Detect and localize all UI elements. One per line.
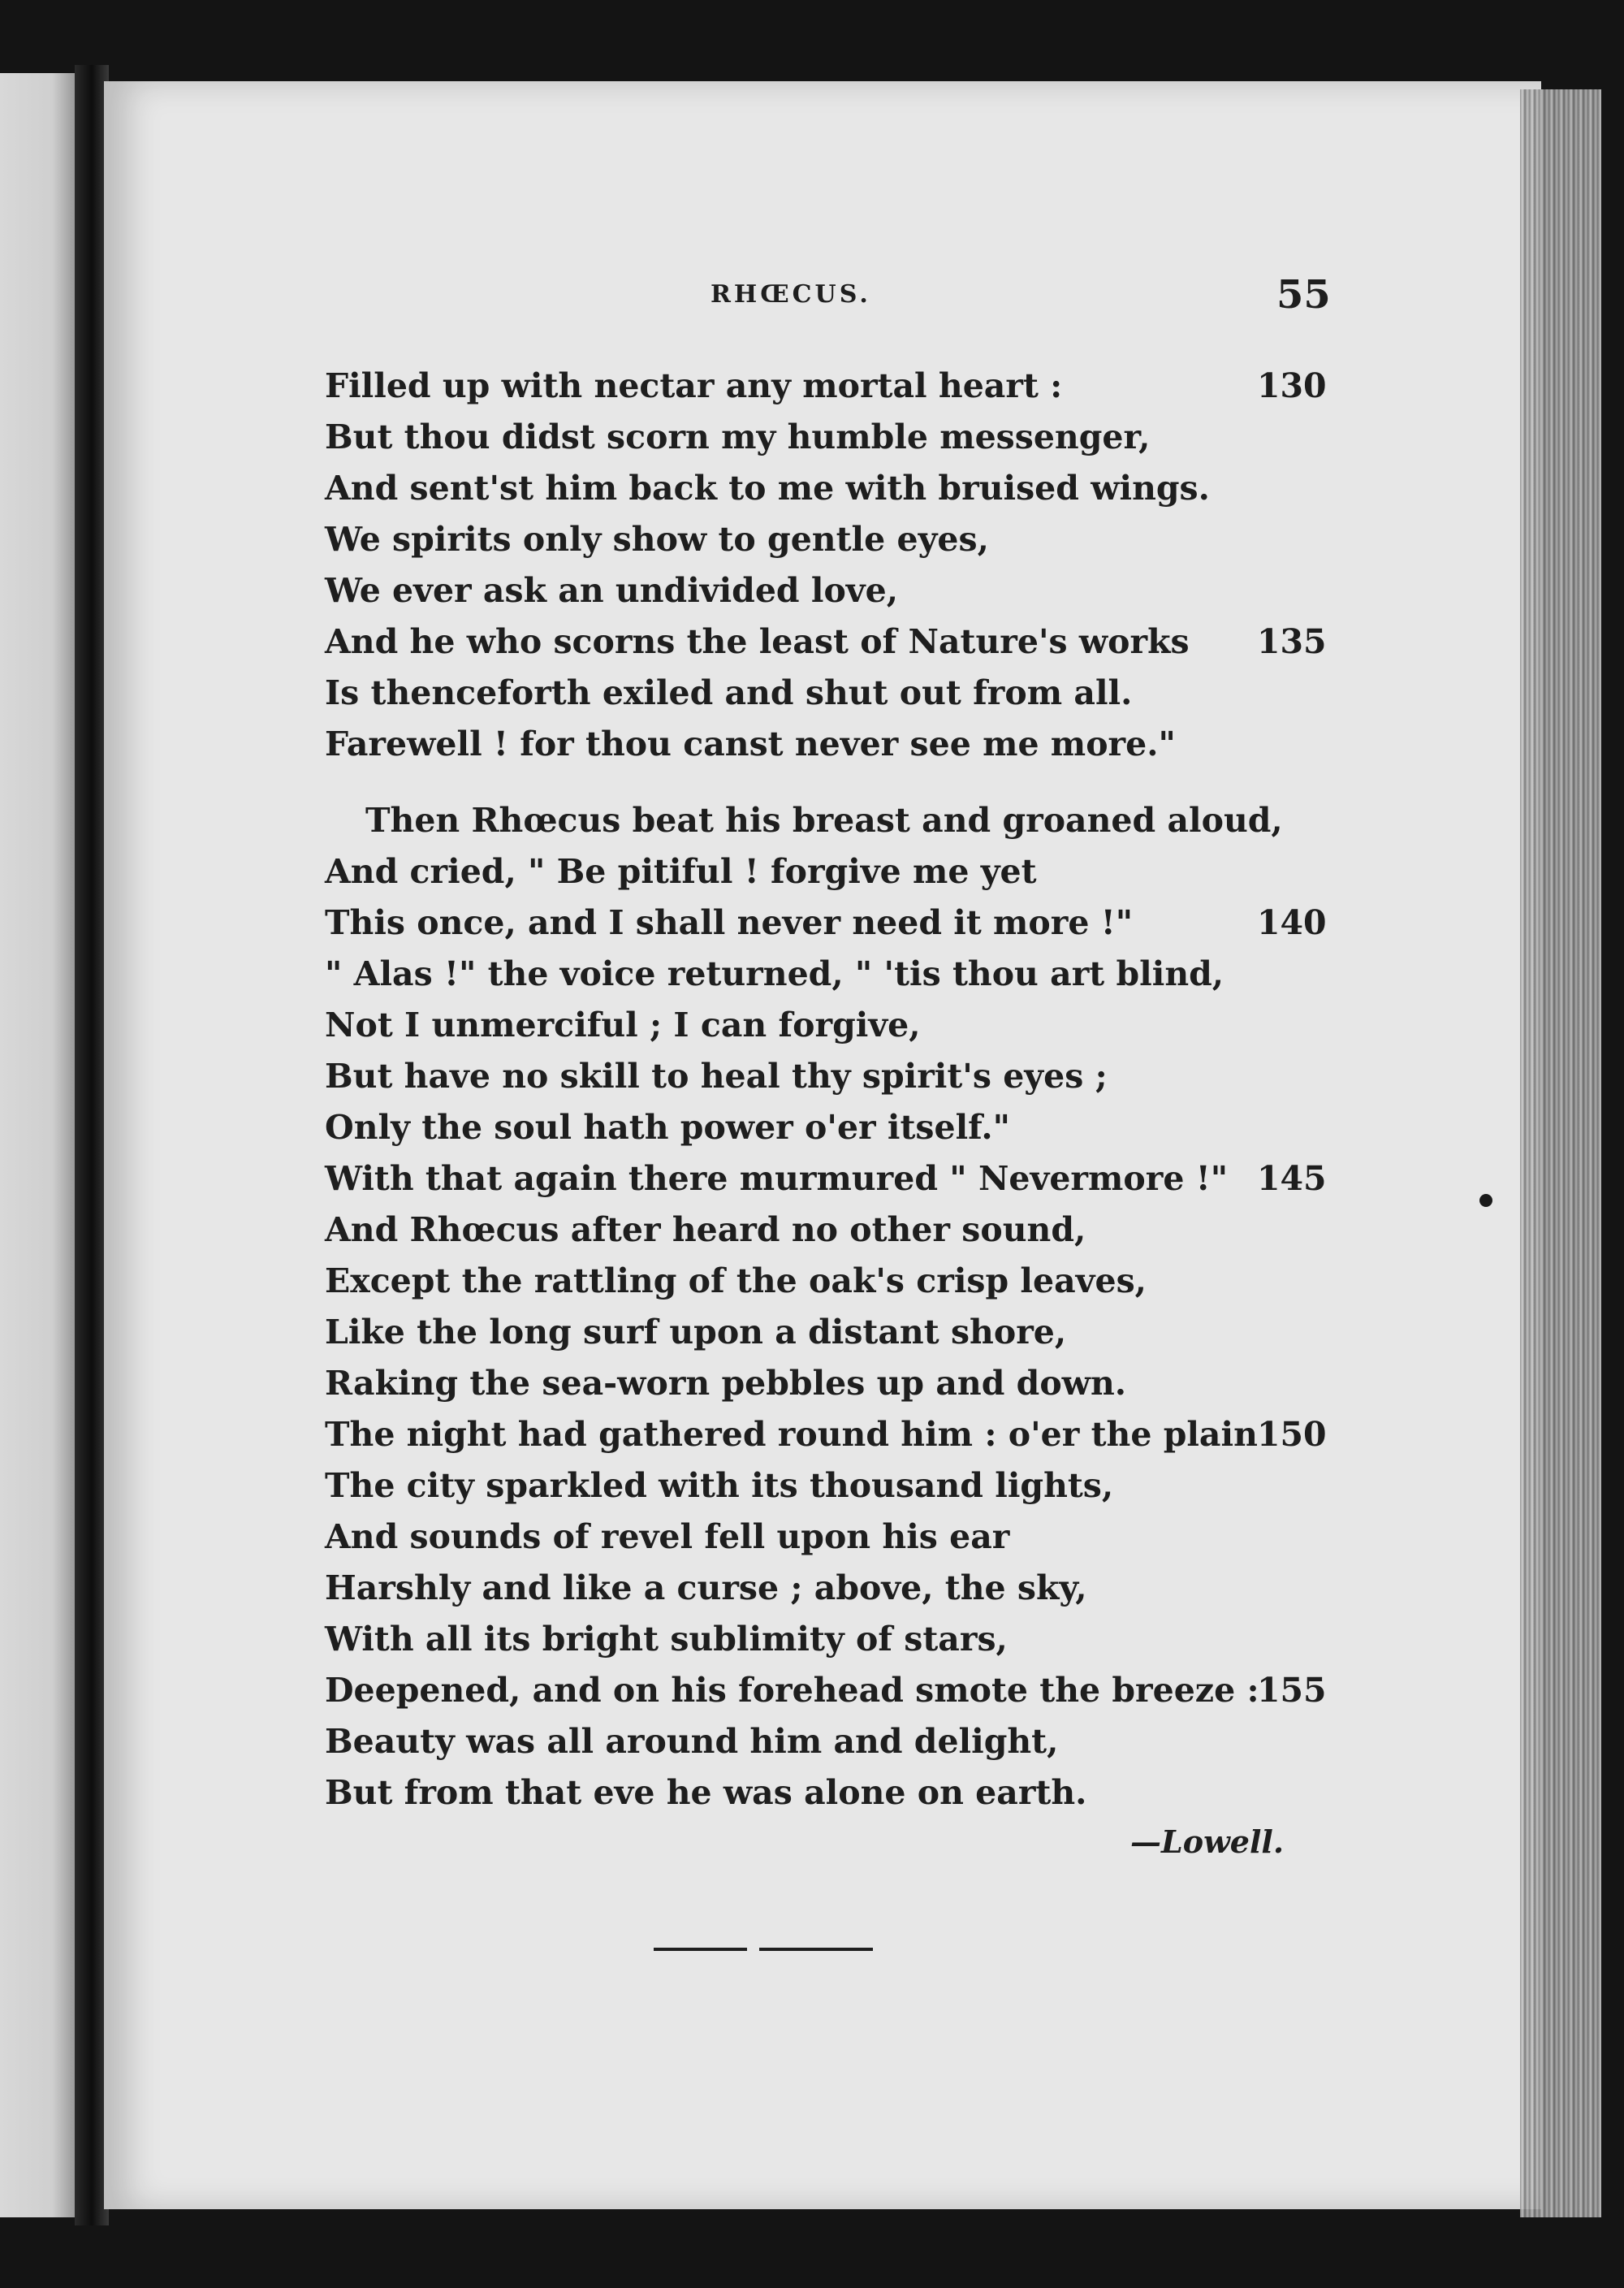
poem-line: The city sparkled with its thousand lights, xyxy=(325,1466,1114,1505)
poem-line: And he who scorns the least of Nature's works xyxy=(325,622,1190,661)
line-number: 145 xyxy=(1257,1159,1327,1198)
poem-line: Is thenceforth exiled and shut out from all. xyxy=(325,673,1133,712)
poem-line: We spirits only show to gentle eyes, xyxy=(325,520,989,559)
poem-line: With that again there murmured " Nevermore !" xyxy=(325,1159,1229,1198)
line-number: 140 xyxy=(1257,903,1327,942)
poem-line: " Alas !" the voice returned, " 'tis thou art blind, xyxy=(325,954,1224,993)
poem-line: Filled up with nectar any mortal heart : xyxy=(325,366,1063,405)
poem-line: Like the long surf upon a distant shore, xyxy=(325,1313,1067,1352)
page-edges xyxy=(1520,89,1601,2217)
poem-line: Farewell ! for thou canst never see me more." xyxy=(325,724,1176,763)
poem-line: But have no skill to heal thy spirit's eyes ; xyxy=(325,1057,1108,1096)
poem-line: Raking the sea-worn pebbles up and down. xyxy=(325,1364,1127,1403)
poem-line: Only the soul hath power o'er itself." xyxy=(325,1108,1010,1147)
line-number: 150 xyxy=(1257,1415,1327,1454)
running-head: RHŒCUS. xyxy=(710,280,871,309)
poem-line: This once, and I shall never need it more !" xyxy=(325,903,1134,942)
facing-page-edge xyxy=(0,73,75,2217)
poem-line: But thou didst scorn my humble messenger, xyxy=(325,417,1151,456)
end-rule xyxy=(654,1948,747,1951)
line-number: 130 xyxy=(1257,366,1327,405)
poem-line: The night had gathered round him : o'er the plain xyxy=(325,1415,1258,1454)
poem-line: We ever ask an undivided love, xyxy=(325,571,898,610)
poem-line: Then Rhœcus beat his breast and groaned aloud, xyxy=(365,801,1283,840)
poem-line: Harshly and like a curse ; above, the sky, xyxy=(325,1568,1087,1607)
line-number: 155 xyxy=(1257,1671,1327,1710)
poem-line: And sounds of revel fell upon his ear xyxy=(325,1517,1010,1556)
poem-line: And sent'st him back to me with bruised wings. xyxy=(325,469,1210,508)
end-rule xyxy=(759,1948,873,1951)
speck-mark xyxy=(1479,1194,1492,1207)
poem-line: And Rhœcus after heard no other sound, xyxy=(325,1210,1086,1249)
poem-line: And cried, " Be pitiful ! forgive me yet xyxy=(325,852,1037,891)
poem-line: Not I unmerciful ; I can forgive, xyxy=(325,1006,921,1045)
page-number: 55 xyxy=(1276,272,1331,318)
poem-line: Except the rattling of the oak's crisp leaves, xyxy=(325,1261,1147,1300)
poem-line: With all its bright sublimity of stars, xyxy=(325,1620,1008,1659)
poem-line: Deepened, and on his forehead smote the breeze : xyxy=(325,1671,1259,1710)
poem-line: But from that eve he was alone on earth. xyxy=(325,1773,1087,1812)
poem-line: Beauty was all around him and delight, xyxy=(325,1722,1059,1761)
line-number: 135 xyxy=(1257,622,1327,661)
attribution: —Lowell. xyxy=(1130,1823,1285,1860)
